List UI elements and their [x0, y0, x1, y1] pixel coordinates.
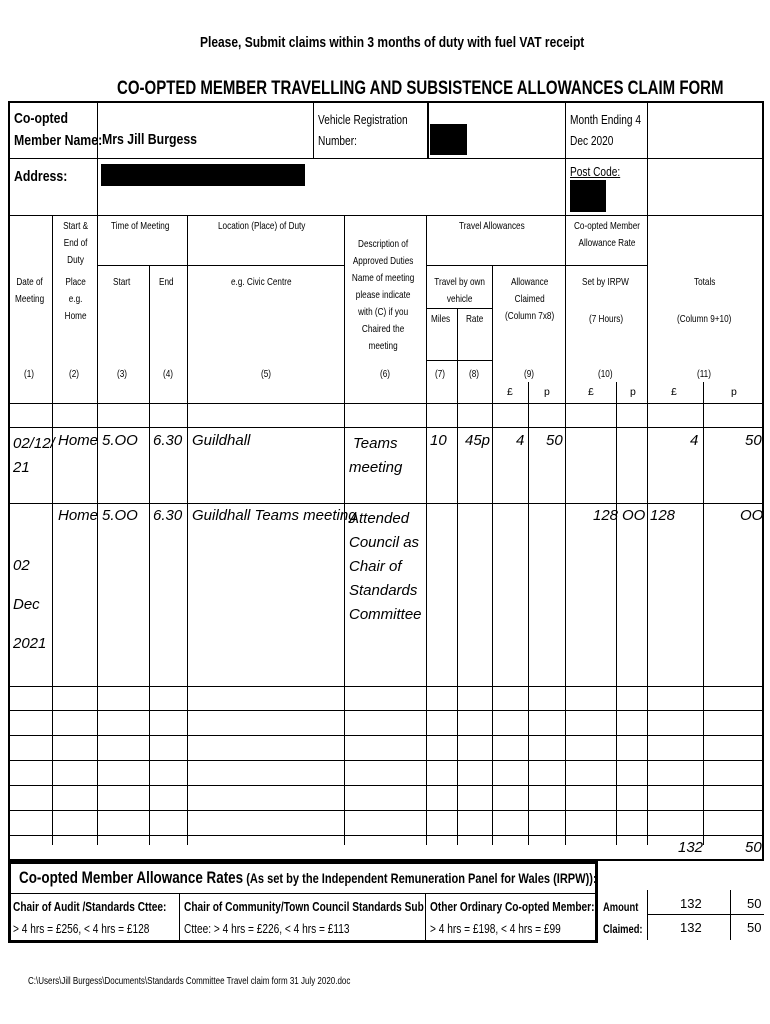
pence-label-11: p	[731, 386, 737, 398]
row1-place: Home	[58, 432, 99, 449]
col-time-of-meeting: Time of Meeting	[111, 220, 170, 232]
month-ending: Month Ending 4 Dec 2020	[570, 109, 641, 151]
col-rate: Rate	[466, 313, 484, 325]
row2-place: Home	[58, 507, 99, 524]
col-num-6: (6)	[380, 368, 391, 380]
row2-rate-pounds: 128	[593, 507, 619, 524]
row2-total-pounds: 128	[650, 507, 676, 524]
col-num-7: (7)	[435, 368, 446, 380]
member-name[interactable]: Mrs Jill Burgess	[102, 131, 198, 148]
postcode-label: Post Code:	[570, 164, 621, 179]
community-council-rates: Chair of Community/Town Council Standards Sub Cttee: > 4 hrs = £226, < 4 hrs = £113	[184, 899, 424, 936]
col-num-9: (9)	[524, 368, 535, 380]
col-num-11: (11)	[697, 368, 711, 380]
col-miles: Miles	[431, 313, 451, 325]
row2-rate-pence: OO	[622, 507, 646, 524]
grand-total-pence: 50	[745, 839, 762, 856]
rates-heading: Co-opted Member Allowance Rates (As set by the Independent Remuneration Panel for Wales (IRPW)):	[19, 868, 597, 887]
col-num-5: (5)	[261, 368, 272, 380]
ordinary-member-rates: Other Ordinary Co-opted Member: > 4 hrs = £198, < 4 hrs = £99	[430, 899, 595, 936]
grand-total-pounds: 132	[678, 839, 704, 856]
row1-location: Guildhall	[192, 432, 251, 449]
row1-claimed-pounds: 4	[516, 432, 525, 449]
col-2-mid: Place e.g. Home	[64, 276, 87, 322]
col-travel-own-vehicle: Travel by own vehicle	[434, 276, 485, 305]
col-num-8: (8)	[469, 368, 480, 380]
pound-sign-10: £	[588, 386, 594, 398]
row2-description: Attended Council as Chair of Standards Committee	[349, 510, 422, 623]
col-seven-hours: (7 Hours)	[589, 313, 624, 325]
col-num-10: (10)	[598, 368, 613, 380]
row1-rate: 45p	[465, 432, 491, 449]
col-description: Description of Approved Duties Name of meeting please indicate with (C) if you Chaired the meeting	[351, 238, 415, 352]
redacted-postcode	[570, 180, 606, 212]
row1-total-pounds: 4	[690, 432, 699, 449]
col-num-4: (4)	[163, 368, 174, 380]
col-set-by-irpw: Set by IRPW	[582, 276, 629, 288]
col-2-top: Start & End of Duty	[63, 220, 89, 266]
month-value: Dec 2020	[570, 133, 614, 148]
pence-label-10: p	[630, 386, 636, 398]
col-num-2: (2)	[69, 368, 80, 380]
row1-total-pence: 50	[745, 432, 762, 449]
row1-start: 5.OO	[102, 432, 138, 449]
col-location: Location (Place) of Duty	[218, 220, 306, 232]
row1-end: 6.30	[153, 432, 183, 449]
redacted-address	[101, 164, 305, 186]
amount-pounds-1: 132	[680, 896, 702, 911]
amount-pounds-2: 132	[680, 920, 702, 935]
footer-file-path: C:\Users\Jill Burgess\Documents\Standards Committee Travel claim form 31 July 2020.doc	[28, 976, 351, 987]
row2-date: 02 Dec 2021	[13, 557, 47, 652]
pound-sign-9: £	[507, 386, 513, 398]
col-num-1: (1)	[24, 368, 35, 380]
row1-claimed-pence: 50	[546, 432, 563, 449]
col-travel-allowances: Travel Allowances	[459, 220, 525, 232]
row2-start: 5.OO	[102, 507, 138, 524]
form-title: CO-OPTED MEMBER TRAVELLING AND SUBSISTENCE ALLOWANCES CLAIM FORM	[117, 78, 724, 99]
member-label: Co-opted Member Name:	[14, 110, 103, 149]
row2-total-pence: OO	[740, 507, 764, 524]
col-location-example: e.g. Civic Centre	[231, 276, 292, 288]
amount-claimed-label: Amount Claimed:	[603, 900, 643, 936]
row1-description: Teams meeting	[349, 435, 403, 476]
col-num-3: (3)	[117, 368, 128, 380]
col-end: End	[159, 276, 174, 288]
col-totals-sub: (Column 9+10)	[677, 313, 732, 325]
col-start: Start	[113, 276, 131, 288]
col-allowance-rate: Co-opted Member Allowance Rate	[573, 220, 641, 249]
row1-date: 02/12/ 21	[13, 435, 55, 476]
col-totals: Totals	[694, 276, 716, 288]
claim-notice: Please, Submit claims within 3 months of duty with fuel VAT receipt	[200, 34, 585, 51]
col-allowance-claimed: Allowance Claimed (Column 7x8)	[505, 276, 555, 322]
address-label: Address:	[14, 168, 68, 185]
amount-pence-2: 50	[747, 920, 762, 935]
audit-standards-rates: Chair of Audit /Standards Cttee: > 4 hrs = £256, < 4 hrs = £128	[13, 899, 167, 936]
col-date: Date of Meeting	[15, 276, 45, 305]
row2-end: 6.30	[153, 507, 183, 524]
vehicle-label: Vehicle Registration Number:	[318, 112, 408, 148]
redacted-vehicle-registration	[430, 124, 467, 155]
amount-pence-1: 50	[747, 896, 762, 911]
row1-miles: 10	[430, 432, 447, 449]
pound-sign-11: £	[671, 386, 677, 398]
pence-label-9: p	[544, 386, 550, 398]
row2-location: Guildhall Teams meeting	[192, 507, 357, 524]
